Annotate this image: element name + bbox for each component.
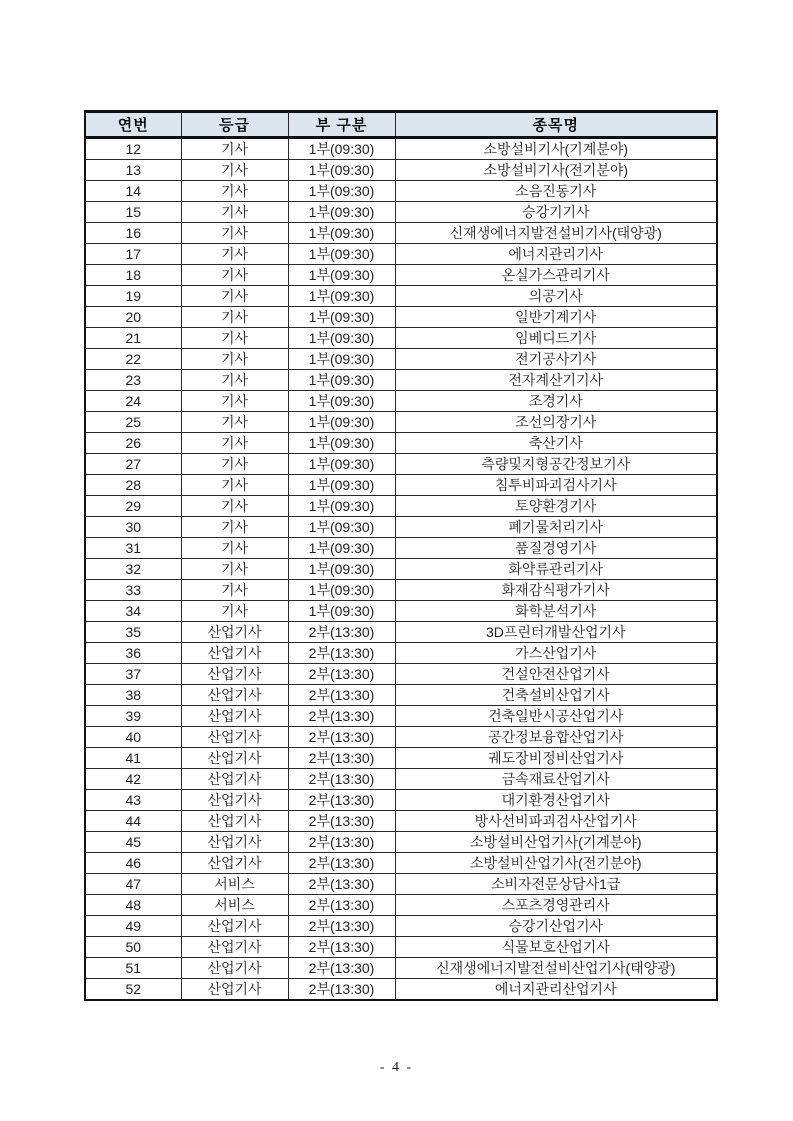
cell-subject-name: 축산기사 bbox=[395, 433, 717, 454]
cell-session: 1부(09:30) bbox=[288, 412, 395, 433]
cell-session: 2부(13:30) bbox=[288, 769, 395, 790]
cell-grade: 산업기사 bbox=[181, 916, 288, 937]
cell-grade: 기사 bbox=[181, 244, 288, 265]
cell-session: 1부(09:30) bbox=[288, 433, 395, 454]
cell-session: 2부(13:30) bbox=[288, 622, 395, 643]
cell-subject-name: 금속재료산업기사 bbox=[395, 769, 717, 790]
cell-session: 1부(09:30) bbox=[288, 391, 395, 412]
cell-session: 1부(09:30) bbox=[288, 349, 395, 370]
cell-session: 2부(13:30) bbox=[288, 685, 395, 706]
cell-grade: 기사 bbox=[181, 349, 288, 370]
table-row bbox=[85, 223, 717, 244]
cell-subject-name: 화재감식평가기사 bbox=[395, 580, 717, 601]
cell-subject-name: 침투비파괴검사기사 bbox=[395, 475, 717, 496]
table-row bbox=[85, 496, 717, 517]
cell-grade: 산업기사 bbox=[181, 937, 288, 958]
cell-session: 1부(09:30) bbox=[288, 223, 395, 244]
cell-grade: 기사 bbox=[181, 496, 288, 517]
cell-session: 2부(13:30) bbox=[288, 895, 395, 916]
cell-grade: 기사 bbox=[181, 517, 288, 538]
cell-session: 2부(13:30) bbox=[288, 811, 395, 832]
table-row bbox=[85, 181, 717, 202]
cell-serial-number: 22 bbox=[85, 349, 181, 370]
cell-grade: 기사 bbox=[181, 181, 288, 202]
cell-serial-number: 36 bbox=[85, 643, 181, 664]
cell-grade: 산업기사 bbox=[181, 853, 288, 874]
cell-subject-name: 공간정보융합산업기사 bbox=[395, 727, 717, 748]
cell-subject-name: 스포츠경영관리사 bbox=[395, 895, 717, 916]
cell-session: 2부(13:30) bbox=[288, 979, 395, 1001]
table-row bbox=[85, 475, 717, 496]
cell-session: 1부(09:30) bbox=[288, 328, 395, 349]
cell-session: 2부(13:30) bbox=[288, 727, 395, 748]
cell-session: 1부(09:30) bbox=[288, 475, 395, 496]
cell-session: 1부(09:30) bbox=[288, 265, 395, 286]
table-body bbox=[85, 138, 717, 1001]
cell-grade: 기사 bbox=[181, 265, 288, 286]
cell-serial-number: 49 bbox=[85, 916, 181, 937]
cell-session: 2부(13:30) bbox=[288, 832, 395, 853]
cell-grade: 기사 bbox=[181, 370, 288, 391]
cell-serial-number: 45 bbox=[85, 832, 181, 853]
cell-subject-name: 온실가스관리기사 bbox=[395, 265, 717, 286]
cell-serial-number: 27 bbox=[85, 454, 181, 475]
cell-grade: 기사 bbox=[181, 412, 288, 433]
cell-serial-number: 40 bbox=[85, 727, 181, 748]
table-row bbox=[85, 664, 717, 685]
cell-session: 1부(09:30) bbox=[288, 202, 395, 223]
cell-grade: 기사 bbox=[181, 559, 288, 580]
cell-serial-number: 13 bbox=[85, 160, 181, 181]
cell-serial-number: 44 bbox=[85, 811, 181, 832]
table-row bbox=[85, 832, 717, 853]
cell-serial-number: 32 bbox=[85, 559, 181, 580]
cell-subject-name: 대기환경산업기사 bbox=[395, 790, 717, 811]
cell-grade: 산업기사 bbox=[181, 727, 288, 748]
cell-serial-number: 19 bbox=[85, 286, 181, 307]
table-row bbox=[85, 538, 717, 559]
header-grade: 등급 bbox=[181, 112, 288, 138]
cell-subject-name: 폐기물처리기사 bbox=[395, 517, 717, 538]
cell-session: 1부(09:30) bbox=[288, 307, 395, 328]
table-row bbox=[85, 727, 717, 748]
table-row bbox=[85, 286, 717, 307]
cell-grade: 기사 bbox=[181, 475, 288, 496]
cell-session: 1부(09:30) bbox=[288, 138, 395, 160]
table-row bbox=[85, 202, 717, 223]
table-row bbox=[85, 874, 717, 895]
cell-session: 2부(13:30) bbox=[288, 790, 395, 811]
table-row bbox=[85, 454, 717, 475]
cell-subject-name: 토양환경기사 bbox=[395, 496, 717, 517]
cell-serial-number: 51 bbox=[85, 958, 181, 979]
table-row bbox=[85, 328, 717, 349]
table-row bbox=[85, 937, 717, 958]
cell-session: 2부(13:30) bbox=[288, 958, 395, 979]
cell-session: 2부(13:30) bbox=[288, 937, 395, 958]
cell-serial-number: 39 bbox=[85, 706, 181, 727]
table-row bbox=[85, 748, 717, 769]
cell-session: 2부(13:30) bbox=[288, 664, 395, 685]
cell-grade: 기사 bbox=[181, 454, 288, 475]
cell-session: 1부(09:30) bbox=[288, 580, 395, 601]
cell-subject-name: 에너지관리기사 bbox=[395, 244, 717, 265]
cell-session: 1부(09:30) bbox=[288, 244, 395, 265]
cell-subject-name: 소음진동기사 bbox=[395, 181, 717, 202]
cell-subject-name: 품질경영기사 bbox=[395, 538, 717, 559]
cell-serial-number: 37 bbox=[85, 664, 181, 685]
cell-subject-name: 건설안전산업기사 bbox=[395, 664, 717, 685]
table-row bbox=[85, 895, 717, 916]
cell-subject-name: 전기공사기사 bbox=[395, 349, 717, 370]
table-row bbox=[85, 138, 717, 160]
cell-subject-name: 측량및지형공간정보기사 bbox=[395, 454, 717, 475]
cell-subject-name: 임베디드기사 bbox=[395, 328, 717, 349]
cell-grade: 기사 bbox=[181, 328, 288, 349]
cell-grade: 산업기사 bbox=[181, 832, 288, 853]
cell-serial-number: 26 bbox=[85, 433, 181, 454]
cell-session: 1부(09:30) bbox=[288, 517, 395, 538]
table-row bbox=[85, 916, 717, 937]
table-row bbox=[85, 685, 717, 706]
table-row bbox=[85, 349, 717, 370]
cell-serial-number: 38 bbox=[85, 685, 181, 706]
cell-session: 1부(09:30) bbox=[288, 454, 395, 475]
table-row bbox=[85, 958, 717, 979]
cell-serial-number: 28 bbox=[85, 475, 181, 496]
cell-session: 1부(09:30) bbox=[288, 286, 395, 307]
cell-session: 2부(13:30) bbox=[288, 748, 395, 769]
cell-grade: 산업기사 bbox=[181, 706, 288, 727]
cell-session: 1부(09:30) bbox=[288, 559, 395, 580]
table-row bbox=[85, 706, 717, 727]
header-session: 부 구분 bbox=[288, 112, 395, 138]
table-row bbox=[85, 160, 717, 181]
cell-session: 1부(09:30) bbox=[288, 496, 395, 517]
cell-grade: 산업기사 bbox=[181, 790, 288, 811]
cell-subject-name: 궤도장비정비산업기사 bbox=[395, 748, 717, 769]
cell-grade: 기사 bbox=[181, 202, 288, 223]
table-row bbox=[85, 643, 717, 664]
cell-session: 2부(13:30) bbox=[288, 853, 395, 874]
table-row bbox=[85, 979, 717, 1001]
cell-subject-name: 신재생에너지발전설비기사(태양광) bbox=[395, 223, 717, 244]
table-row bbox=[85, 622, 717, 643]
cell-subject-name: 승강기산업기사 bbox=[395, 916, 717, 937]
table-row bbox=[85, 601, 717, 622]
table-row bbox=[85, 307, 717, 328]
cell-serial-number: 21 bbox=[85, 328, 181, 349]
cell-subject-name: 전자계산기기사 bbox=[395, 370, 717, 391]
cell-grade: 기사 bbox=[181, 580, 288, 601]
cell-serial-number: 35 bbox=[85, 622, 181, 643]
cell-serial-number: 50 bbox=[85, 937, 181, 958]
table-row bbox=[85, 412, 717, 433]
cell-subject-name: 조경기사 bbox=[395, 391, 717, 412]
cell-serial-number: 16 bbox=[85, 223, 181, 244]
cell-session: 2부(13:30) bbox=[288, 916, 395, 937]
cell-subject-name: 화학분석기사 bbox=[395, 601, 717, 622]
cell-grade: 기사 bbox=[181, 433, 288, 454]
table-row bbox=[85, 769, 717, 790]
table-row bbox=[85, 244, 717, 265]
cell-subject-name: 승강기기사 bbox=[395, 202, 717, 223]
cell-serial-number: 33 bbox=[85, 580, 181, 601]
cell-subject-name: 식물보호산업기사 bbox=[395, 937, 717, 958]
cell-subject-name: 소방설비산업기사(전기분야) bbox=[395, 853, 717, 874]
table-row bbox=[85, 517, 717, 538]
table-row bbox=[85, 559, 717, 580]
cell-session: 1부(09:30) bbox=[288, 181, 395, 202]
cell-subject-name: 방사선비파괴검사산업기사 bbox=[395, 811, 717, 832]
cell-serial-number: 18 bbox=[85, 265, 181, 286]
cell-grade: 산업기사 bbox=[181, 643, 288, 664]
cell-serial-number: 23 bbox=[85, 370, 181, 391]
cell-grade: 산업기사 bbox=[181, 769, 288, 790]
table-row bbox=[85, 391, 717, 412]
cell-subject-name: 가스산업기사 bbox=[395, 643, 717, 664]
cell-subject-name: 소방설비기사(전기분야) bbox=[395, 160, 717, 181]
cell-grade: 기사 bbox=[181, 538, 288, 559]
table-row bbox=[85, 580, 717, 601]
cell-serial-number: 46 bbox=[85, 853, 181, 874]
cell-grade: 기사 bbox=[181, 601, 288, 622]
cell-serial-number: 34 bbox=[85, 601, 181, 622]
cell-session: 2부(13:30) bbox=[288, 706, 395, 727]
table-row bbox=[85, 370, 717, 391]
cell-subject-name: 일반기계기사 bbox=[395, 307, 717, 328]
cell-subject-name: 조선의장기사 bbox=[395, 412, 717, 433]
cell-serial-number: 52 bbox=[85, 979, 181, 1001]
cell-serial-number: 42 bbox=[85, 769, 181, 790]
cell-subject-name: 건축설비산업기사 bbox=[395, 685, 717, 706]
cell-serial-number: 17 bbox=[85, 244, 181, 265]
cell-subject-name: 소방설비기사(기계분야) bbox=[395, 138, 717, 160]
cell-grade: 산업기사 bbox=[181, 685, 288, 706]
cell-grade: 기사 bbox=[181, 286, 288, 307]
cell-session: 1부(09:30) bbox=[288, 601, 395, 622]
cell-grade: 산업기사 bbox=[181, 622, 288, 643]
cell-grade: 산업기사 bbox=[181, 958, 288, 979]
cell-serial-number: 31 bbox=[85, 538, 181, 559]
cell-subject-name: 소방설비산업기사(기계분야) bbox=[395, 832, 717, 853]
cell-serial-number: 29 bbox=[85, 496, 181, 517]
cell-session: 1부(09:30) bbox=[288, 370, 395, 391]
cell-subject-name: 신재생에너지발전설비산업기사(태양광) bbox=[395, 958, 717, 979]
page-number: - 4 - bbox=[379, 1060, 414, 1075]
cell-grade: 산업기사 bbox=[181, 979, 288, 1001]
exam-schedule-table bbox=[84, 110, 718, 1001]
cell-serial-number: 20 bbox=[85, 307, 181, 328]
cell-session: 1부(09:30) bbox=[288, 160, 395, 181]
cell-grade: 기사 bbox=[181, 138, 288, 160]
table-row bbox=[85, 433, 717, 454]
cell-subject-name: 건축일반시공산업기사 bbox=[395, 706, 717, 727]
header-serial-number: 연번 bbox=[85, 112, 181, 138]
cell-grade: 기사 bbox=[181, 307, 288, 328]
cell-subject-name: 화약류관리기사 bbox=[395, 559, 717, 580]
cell-grade: 기사 bbox=[181, 391, 288, 412]
cell-serial-number: 14 bbox=[85, 181, 181, 202]
cell-serial-number: 24 bbox=[85, 391, 181, 412]
cell-grade: 서비스 bbox=[181, 895, 288, 916]
cell-serial-number: 30 bbox=[85, 517, 181, 538]
cell-serial-number: 25 bbox=[85, 412, 181, 433]
cell-grade: 서비스 bbox=[181, 874, 288, 895]
cell-subject-name: 에너지관리산업기사 bbox=[395, 979, 717, 1001]
table-row bbox=[85, 853, 717, 874]
cell-grade: 산업기사 bbox=[181, 748, 288, 769]
cell-serial-number: 41 bbox=[85, 748, 181, 769]
table-header-row bbox=[85, 112, 717, 138]
cell-grade: 산업기사 bbox=[181, 664, 288, 685]
cell-grade: 산업기사 bbox=[181, 811, 288, 832]
cell-grade: 기사 bbox=[181, 223, 288, 244]
table-row bbox=[85, 790, 717, 811]
cell-session: 1부(09:30) bbox=[288, 538, 395, 559]
header-subject-name: 종목명 bbox=[395, 112, 717, 138]
cell-subject-name: 소비자전문상담사1급 bbox=[395, 874, 717, 895]
cell-grade: 기사 bbox=[181, 160, 288, 181]
cell-serial-number: 15 bbox=[85, 202, 181, 223]
cell-serial-number: 12 bbox=[85, 138, 181, 160]
cell-serial-number: 48 bbox=[85, 895, 181, 916]
cell-serial-number: 47 bbox=[85, 874, 181, 895]
cell-session: 2부(13:30) bbox=[288, 874, 395, 895]
cell-subject-name: 의공기사 bbox=[395, 286, 717, 307]
cell-subject-name: 3D프린터개발산업기사 bbox=[395, 622, 717, 643]
table-row bbox=[85, 811, 717, 832]
table-row bbox=[85, 265, 717, 286]
cell-session: 2부(13:30) bbox=[288, 643, 395, 664]
cell-serial-number: 43 bbox=[85, 790, 181, 811]
